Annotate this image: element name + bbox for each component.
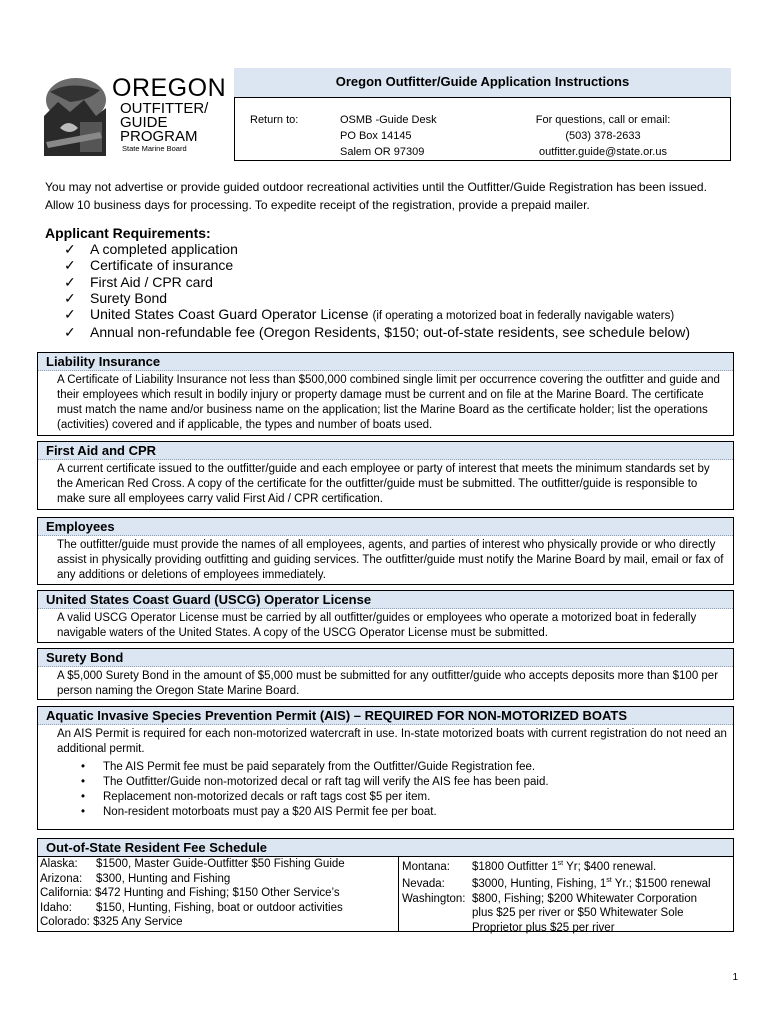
requirement-item: ✓ First Aid / CPR card (64, 273, 213, 290)
section-text: A Certificate of Liability Insurance not less than $500,000 combined single limit per occurrence covering the outfitter and guide and their employees which result in bodily injury or property damage must be current and on file at the Marine Board. The certificate must match the name and/or business name on the application; list the Marine Board as the certificate holder; list the operations (activities) covered and if applicable, the types and number of boats used. (57, 374, 720, 431)
checkmark-icon: ✓ (64, 241, 76, 257)
fee-row: Washington: $800, Fishing; $200 Whitewater Corporation (402, 892, 698, 905)
section-text: A valid USCG Operator License must be carried by all outfitter/guides or employees who operate a motorized boat in federally navigable waters of the United States. A copy of the USCG Operator License must be submitted. (57, 612, 697, 639)
section-title: Liability Insurance (38, 353, 733, 371)
section-fee-schedule (37, 838, 734, 932)
fee-row: Arizona: $300, Hunting and Fishing (40, 872, 231, 885)
section-ais-permit (37, 706, 734, 830)
ais-bullet-list (38, 760, 733, 820)
section-text: A current certificate issued to the outfitter/guide and each employee or party of interest that meets the minimum standards set by the American Red Cross. A copy of the certificate for the outfitter/guide must be submitted. The outfitter/guide is responsible to make sure all employees carry valid First Aid / CPR certification. (57, 463, 710, 505)
section-title: United States Coast Guard (USCG) Operator License (38, 591, 733, 609)
fee-row: Proprietor plus $25 per river (472, 921, 615, 934)
ais-bullet-item: • Non-resident motorboats must pay a $20 AIS Permit fee per boat. (103, 805, 733, 820)
logo-word-state-marine-board: State Marine Board (122, 144, 187, 153)
address-line: Salem OR 97309 (340, 146, 425, 158)
section-liability-insurance (37, 352, 734, 436)
logo-word-oregon: OREGON (112, 74, 227, 102)
requirements-list (64, 241, 690, 341)
address-line: OSMB -Guide Desk (340, 114, 437, 126)
fee-row: Nevada: $3000, Hunting, Fishing, 1st Yr.; $1500 renewal (402, 877, 711, 891)
ais-bullet-item: • Replacement non-motorized decals or raft tags cost $5 per item. (103, 790, 733, 805)
section-title: Aquatic Invasive Species Prevention Permit (AIS) – REQUIRED FOR NON-MOTORIZED BOATS (38, 707, 733, 725)
fee-row: Colorado: $325 Any Service (40, 916, 183, 928)
fee-row: Idaho: $150, Hunting, Fishing, boat or outdoor activities (40, 901, 343, 914)
checkmark-icon: ✓ (64, 257, 76, 274)
section-text: A $5,000 Surety Bond in the amount of $5,000 must be submitted for any outfitter/guide who accepts deposits more than $100 per person naming the Oregon State Marine Board. (57, 670, 719, 697)
requirement-item: ✓ Surety Bond (64, 289, 168, 306)
section-text: The outfitter/guide must provide the names of all employees, agents, and parties of interest who physically provide or who directly assist in physically providing outfitting and guiding services. The outfitter/guide must notify the Marine Board by mail, email or fax of any additions or deletions of employees immediately. (57, 539, 724, 581)
page-title: Oregon Outfitter/Guide Application Instructions (234, 68, 731, 98)
requirement-item: ✓ A completed application (64, 241, 238, 257)
fee-column-left (40, 857, 345, 930)
checkmark-icon: ✓ (64, 273, 76, 290)
section-title: First Aid and CPR (38, 442, 733, 460)
oregon-osmb-logo (40, 72, 227, 162)
ais-bullet-item: • The AIS Permit fee must be paid separately from the Outfitter/Guide Registration fee. (103, 760, 733, 775)
section-title: Employees (38, 518, 733, 536)
address-line: PO Box 14145 (340, 130, 412, 142)
logo-word-guide: GUIDE (120, 114, 168, 131)
fee-table-divider (398, 857, 399, 931)
logo-word-outfitter: OUTFITTER/ (120, 100, 209, 117)
section-surety-bond (37, 648, 734, 700)
contact-info (508, 112, 698, 160)
section-uscg-license (37, 590, 734, 643)
checkmark-icon: ✓ (64, 289, 76, 306)
section-first-aid-cpr (37, 441, 734, 510)
ais-bullet-item: • The Outfitter/Guide non-motorized decal or raft tag will verify the AIS fee has been paid. (103, 775, 733, 790)
fee-row: California: $472 Hunting and Fishing; $150 Other Service’s (40, 887, 340, 899)
checkmark-icon: ✓ (64, 306, 76, 323)
checkmark-icon: ✓ (64, 324, 76, 341)
fee-row: Alaska: $1500, Master Guide-Outfitter $50 Fishing Guide (40, 858, 345, 870)
requirements-heading: Applicant Requirements: (45, 225, 211, 241)
requirement-item: ✓ Certificate of insurance (64, 257, 234, 274)
mailing-address (340, 112, 437, 160)
fee-row: plus $25 per river or $50 Whitewater Sole (472, 907, 684, 920)
contact-phone: (503) 378-2633 (565, 130, 641, 142)
fee-column-right (402, 857, 711, 935)
section-employees (37, 517, 734, 585)
contact-label: For questions, call or email: (535, 114, 671, 126)
uscg-note: (if operating a motorized boat in federally navigable waters) (372, 310, 675, 323)
contact-email[interactable]: outfitter.guide@state.or.us (539, 146, 667, 158)
requirement-item: ✓ United States Coast Guard Operator License (if operating a motorized boat in federally navigable waters) (64, 306, 675, 323)
section-text: An AIS Permit is required for each non-motorized watercraft in use. In-state motorized boats with current registration do not need an additional permit. (57, 728, 727, 755)
return-to-label: Return to: (250, 114, 299, 126)
logo-word-program: PROGRAM (120, 128, 198, 145)
fee-table (38, 857, 733, 934)
section-title: Out-of-State Resident Fee Schedule (38, 839, 733, 857)
intro-paragraph: You may not advertise or provide guided outdoor recreational activities until the Outfitter/Guide Registration has been issued. Allow 10 business days for processing. To expedite receipt of the registration, provide a prepaid mailer. (45, 180, 707, 212)
requirement-item: ✓ Annual non-refundable fee (Oregon Residents, $150; out-of-state residents, see schedule below) (64, 324, 691, 341)
fee-row: Montana: $1800 Outfitter 1st Yr; $400 renewal. (402, 860, 657, 873)
page-number: 1 (732, 972, 738, 983)
section-title: Surety Bond (38, 649, 733, 667)
